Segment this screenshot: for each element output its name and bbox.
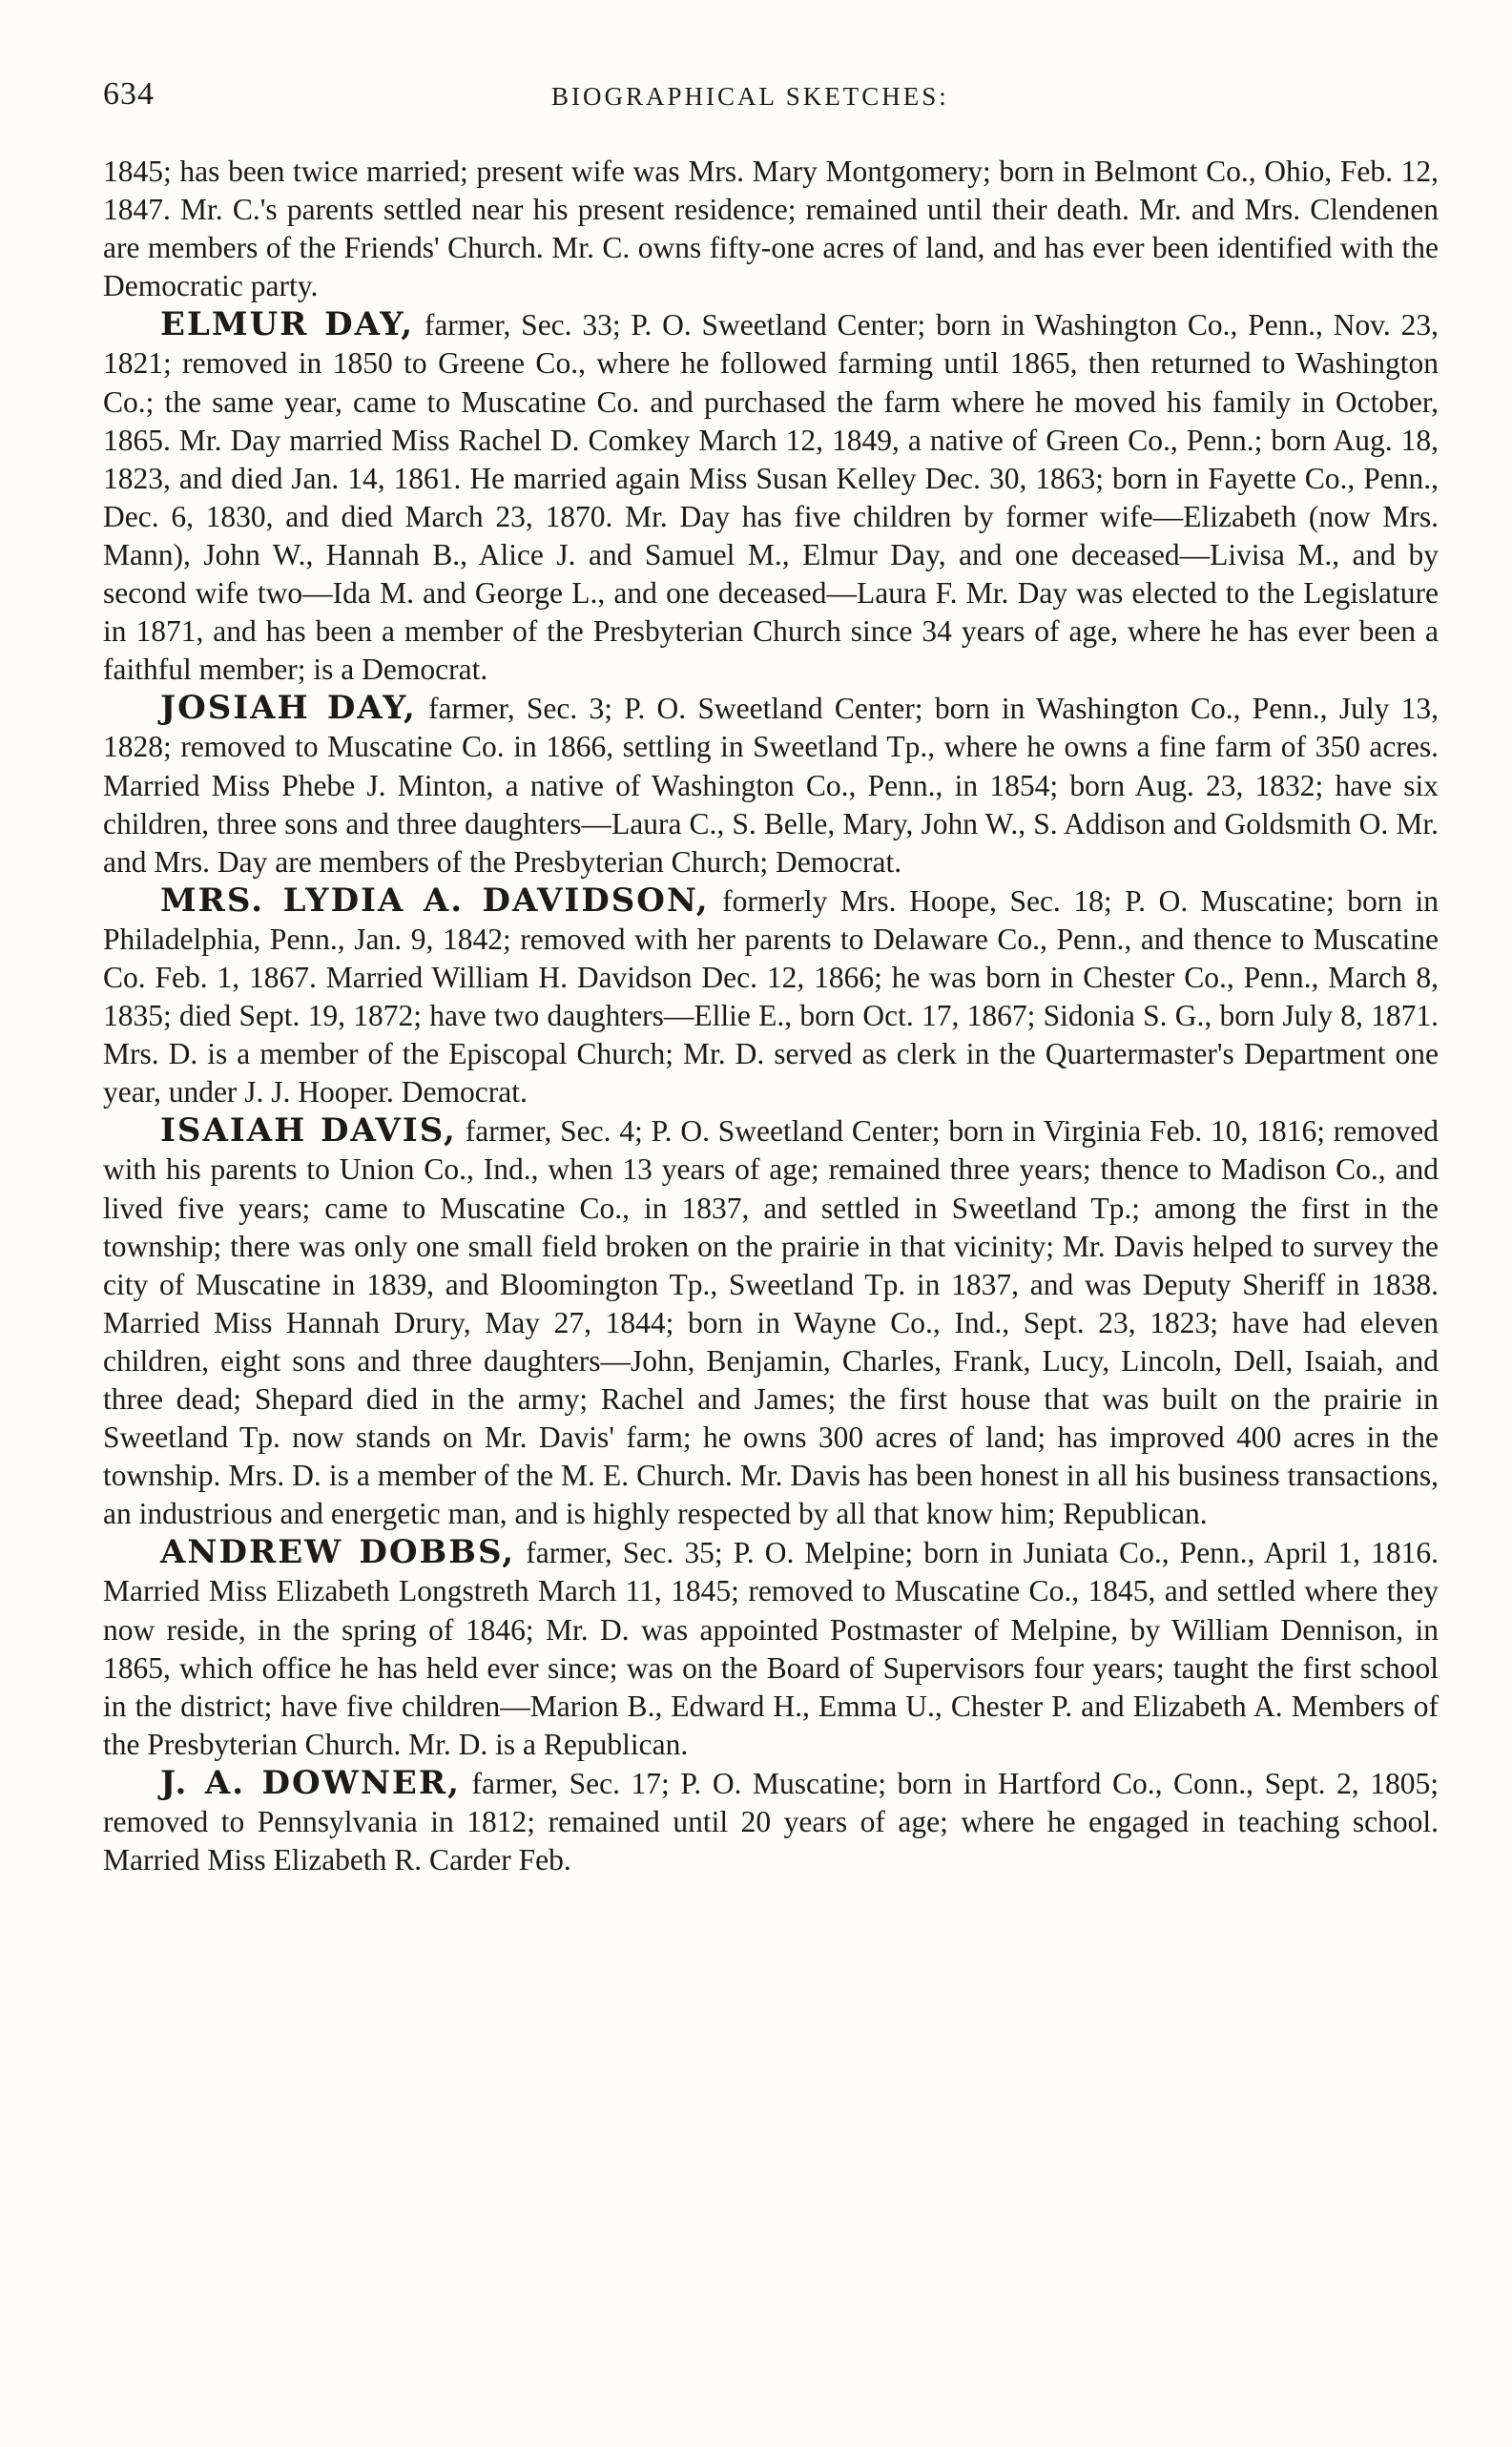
page-header <box>103 76 1439 124</box>
entry-name: J. A. DOWNER, <box>160 1763 461 1802</box>
sketch-entry <box>103 1533 1439 1764</box>
continued-paragraph: 1845; has been twice married; present wife was Mrs. Mary Montgomery; born in Belmont Co., Ohio, Feb. 12, 1847. Mr. C.'s parents settled near his present residence; remained until their death. Mr. and Mrs. Clendenen are members of the Friends' Church. Mr. C. owns fifty-one acres of land, and has ever been identified with the Democratic party. <box>103 155 1439 303</box>
sketch-entry <box>103 1111 1439 1533</box>
page-number: 634 <box>103 76 155 112</box>
sketch-entry <box>103 881 1439 1112</box>
entry-name: ISAIAH DAVIS, <box>160 1111 457 1151</box>
sketch-entry <box>103 1764 1439 1879</box>
entry-text: farmer, Sec. 17; P. O. Muscatine; born in Hartford Co., Conn., Sept. 2, 1805; removed to Pennsylvania in 1812; remained until 20 years of age; where he engaged in teaching school. Married Miss Elizabeth R. Carder Feb. <box>103 1766 1439 1877</box>
sketch-entry <box>103 305 1439 689</box>
entry-text: farmer, Sec. 3; P. O. Sweetland Center; born in Washington Co., Penn., July 13, 1828; removed to Muscatine Co. in 1866, settling in Sweetland Tp., where he owns a fine farm of 350 acres. Married Miss Phebe J. Minton, a native of Washington Co., Penn., in 1854; born Aug. 23, 1832; have six children, three sons and three daughters—Laura C., S. Belle, Mary, John W., S. Addison and Goldsmith O. Mr. and Mrs. Day are members of the Presbyterian Church; Democrat. <box>103 692 1439 879</box>
running-title: BIOGRAPHICAL SKETCHES: <box>551 82 949 111</box>
sketch-entry <box>103 689 1439 881</box>
entry-text: farmer, Sec. 33; P. O. Sweetland Center; born in Washington Co., Penn., Nov. 23, 1821; removed in 1850 to Greene Co., where he followed farming until 1865, then returned to Washington Co.; the same year, came to Muscatine Co. and purchased the farm where he moved his family in October, 1865. Mr. Day married Miss Rachel D. Comkey March 12, 1849, a native of Green Co., Penn.; born Aug. 18, 1823, and died Jan. 14, 1861. He married again Miss Susan Kelley Dec. 30, 1863; born in Fayette Co., Penn., Dec. 6, 1830, and died March 23, 1870. Mr. Day has five children by former wife—Elizabeth (now Mrs. Mann), John W., Hannah B., Alice J. and Samuel M., Elmur Day, and one deceased—Livisa M., and by second wife two—Ida M. and George L., and one deceased—Laura F. Mr. Day was elected to the Legislature in 1871, and has been a member of the Presbyterian Church since 34 years of age, where he has ever been a faithful member; is a Democrat. <box>103 308 1439 687</box>
entry-text: formerly Mrs. Hoope, Sec. 18; P. O. Muscatine; born in Philadelphia, Penn., Jan. 9, 1842; removed with her parents to Delaware Co., Penn., and thence to Muscatine Co. Feb. 1, 1867. Married William H. Davidson Dec. 12, 1866; he was born in Chester Co., Penn., March 8, 1835; died Sept. 19, 1872; have two daughters—Ellie E., born Oct. 17, 1867; Sidonia S. G., born July 8, 1871. Mrs. D. is a member of the Episcopal Church; Mr. D. served as clerk in the Quartermaster's Department one year, under J. J. Hooper. Democrat. <box>103 883 1440 1109</box>
entry-text: farmer, Sec. 35; P. O. Melpine; born in Juniata Co., Penn., April 1, 1816. Married Miss Elizabeth Longstreth March 11, 1845; removed to Muscatine Co., 1845, and settled where they now reside, in the spring of 1846; Mr. D. was appointed Postmaster of Melpine, by William Dennison, in 1865, which office he has held ever since; was on the Board of Supervisors four years; taught the first school in the district; have five children—Marion B., Edward H., Emma U., Chester P. and Elizabeth A. Members of the Presbyterian Church. Mr. D. is a Republican. <box>103 1536 1439 1761</box>
entry-name: JOSIAH DAY, <box>160 689 417 728</box>
entry-name: MRS. LYDIA A. DAVIDSON, <box>160 881 710 920</box>
entry-name: ANDREW DOBBS, <box>160 1533 516 1572</box>
entry-text: farmer, Sec. 4; P. O. Sweetland Center; born in Virginia Feb. 10, 1816; removed with his parents to Union Co., Ind., when 13 years of age; remained three years; thence to Madison Co., and lived five years; came to Muscatine Co., in 1837, and settled in Sweetland Tp.; among the first in the township; there was only one small field broken on the prairie in that vicinity; Mr. Davis helped to survey the city of Muscatine in 1839, and Bloomington Tp., Sweetland Tp. in 1837, and was Deputy Sheriff in 1838. Married Miss Hannah Drury, May 27, 1844; born in Wayne Co., Ind., Sept. 23, 1823; have had eleven children, eight sons and three daughters—John, Benjamin, Charles, Frank, Lucy, Lincoln, Dell, Isaiah, and three dead; Shepard died in the army; Rachel and James; the first house that was built on the prairie in Sweetland Tp. now stands on Mr. Davis' farm; he owns 300 acres of land; has improved 400 acres in the township. Mrs. D. is a member of the M. E. Church. Mr. Davis has been honest in all his business transactions, an industrious and energetic man, and is highly respected by all that know him; Republican. <box>103 1114 1439 1531</box>
sketches-body <box>103 153 1439 1879</box>
entry-name: ELMUR DAY, <box>160 305 415 344</box>
